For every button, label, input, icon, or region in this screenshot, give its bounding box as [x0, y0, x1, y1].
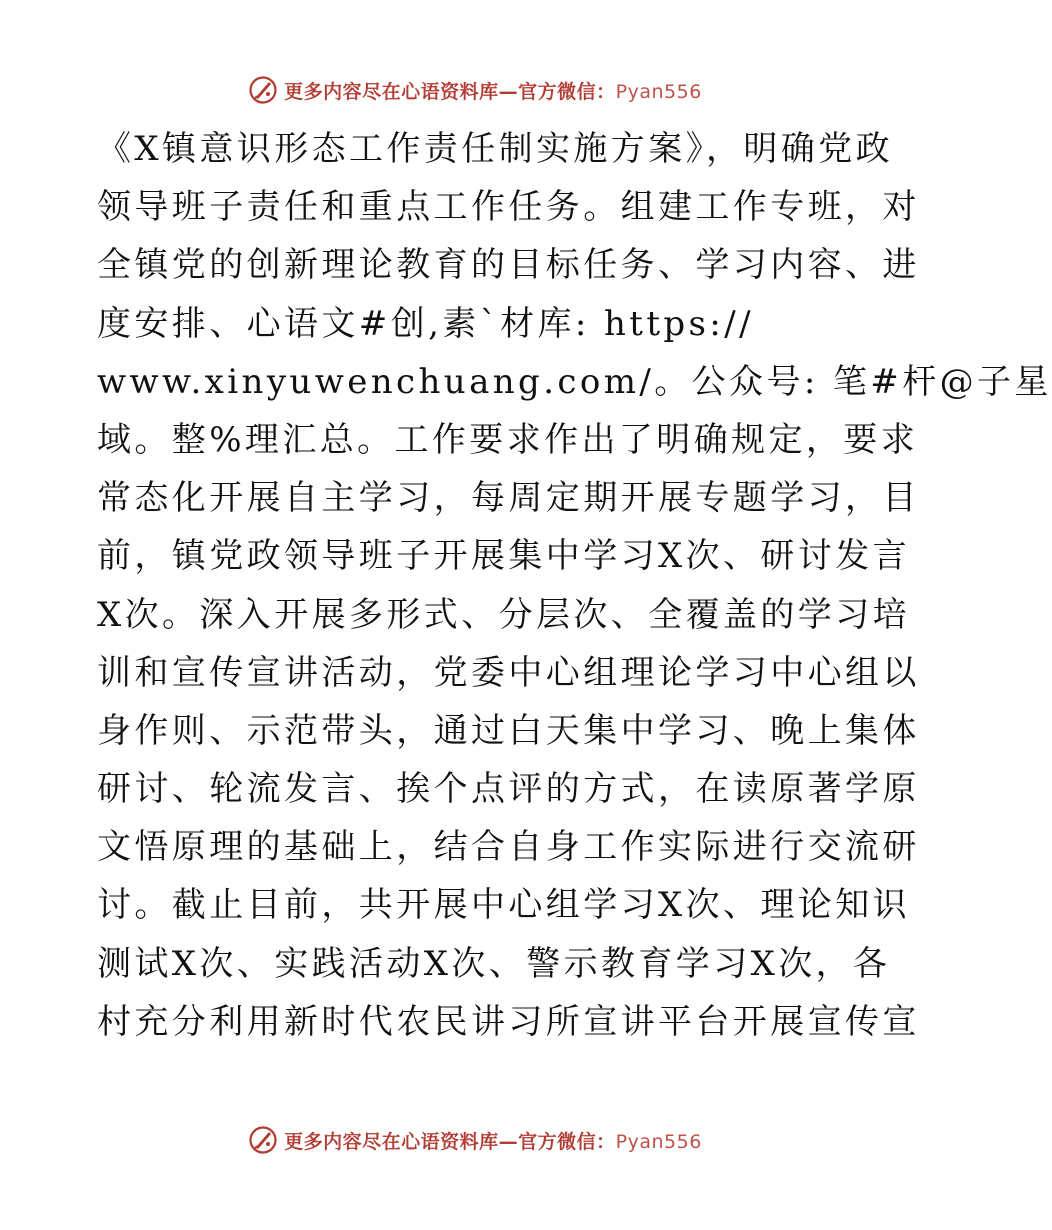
body-text-line: 村充分利用新时代农民讲习所宣讲平台开展宣传宣 [97, 1001, 920, 1042]
body-text-line: X次。深入开展多形式、分层次、全覆盖的学习培 [97, 594, 911, 635]
document-body [97, 120, 1052, 1051]
header-banner [0, 70, 950, 110]
footer-banner [0, 1120, 950, 1160]
body-text-line: 身作则、示范带头，通过白天集中学习、晚上集体 [97, 710, 920, 751]
body-text-line: 讨。截止目前，共开展中心组学习X次、理论知识 [97, 885, 911, 926]
body-text-line: 领导班子责任和重点工作任务。组建工作专班，对 [97, 187, 920, 228]
body-text-line: 度安排、心语文#创,素`材库: https:// [97, 303, 754, 344]
body-text-line: 《X镇意识形态工作责任制实施方案》，明确党政 [97, 129, 894, 169]
body-text-line: 研讨、轮流发言、挨个点评的方式，在读原著学原 [97, 769, 920, 810]
header-banner-wechat-id: Pyan556 [615, 80, 702, 103]
body-text-line: 前，镇党政领导班子开展集中学习X次、研讨发言 [97, 536, 911, 577]
body-text-line: 全镇党的创新理论教育的目标任务、学习内容、进 [97, 245, 920, 286]
body-text-line: www.xinyuwenchuang.com/。公众号: 笔#杆@子星 [97, 361, 1052, 402]
footer-banner-label: 更多内容尽在心语资料库—官方微信： [284, 1130, 616, 1153]
body-text-line: 常态化开展自主学习，每周定期开展专题学习，目 [97, 478, 920, 519]
body-text-line: 文悟原理的基础上，结合自身工作实际进行交流研 [97, 827, 920, 868]
quill-pen-circle-logo-icon [248, 1125, 278, 1155]
quill-pen-circle-logo-icon [248, 75, 278, 105]
body-text-line: 测试X次、实践活动X次、警示教育学习X次，各 [97, 943, 891, 984]
body-text-line: 域。整%理汇总。工作要求作出了明确规定，要求 [97, 419, 919, 460]
footer-banner-text [284, 1127, 702, 1154]
header-banner-label: 更多内容尽在心语资料库—官方微信： [284, 80, 616, 103]
header-banner-text [284, 77, 702, 104]
body-text-line: 训和宣传宣讲活动，党委中心组理论学习中心组以 [97, 652, 920, 693]
footer-banner-wechat-id: Pyan556 [615, 1130, 702, 1153]
